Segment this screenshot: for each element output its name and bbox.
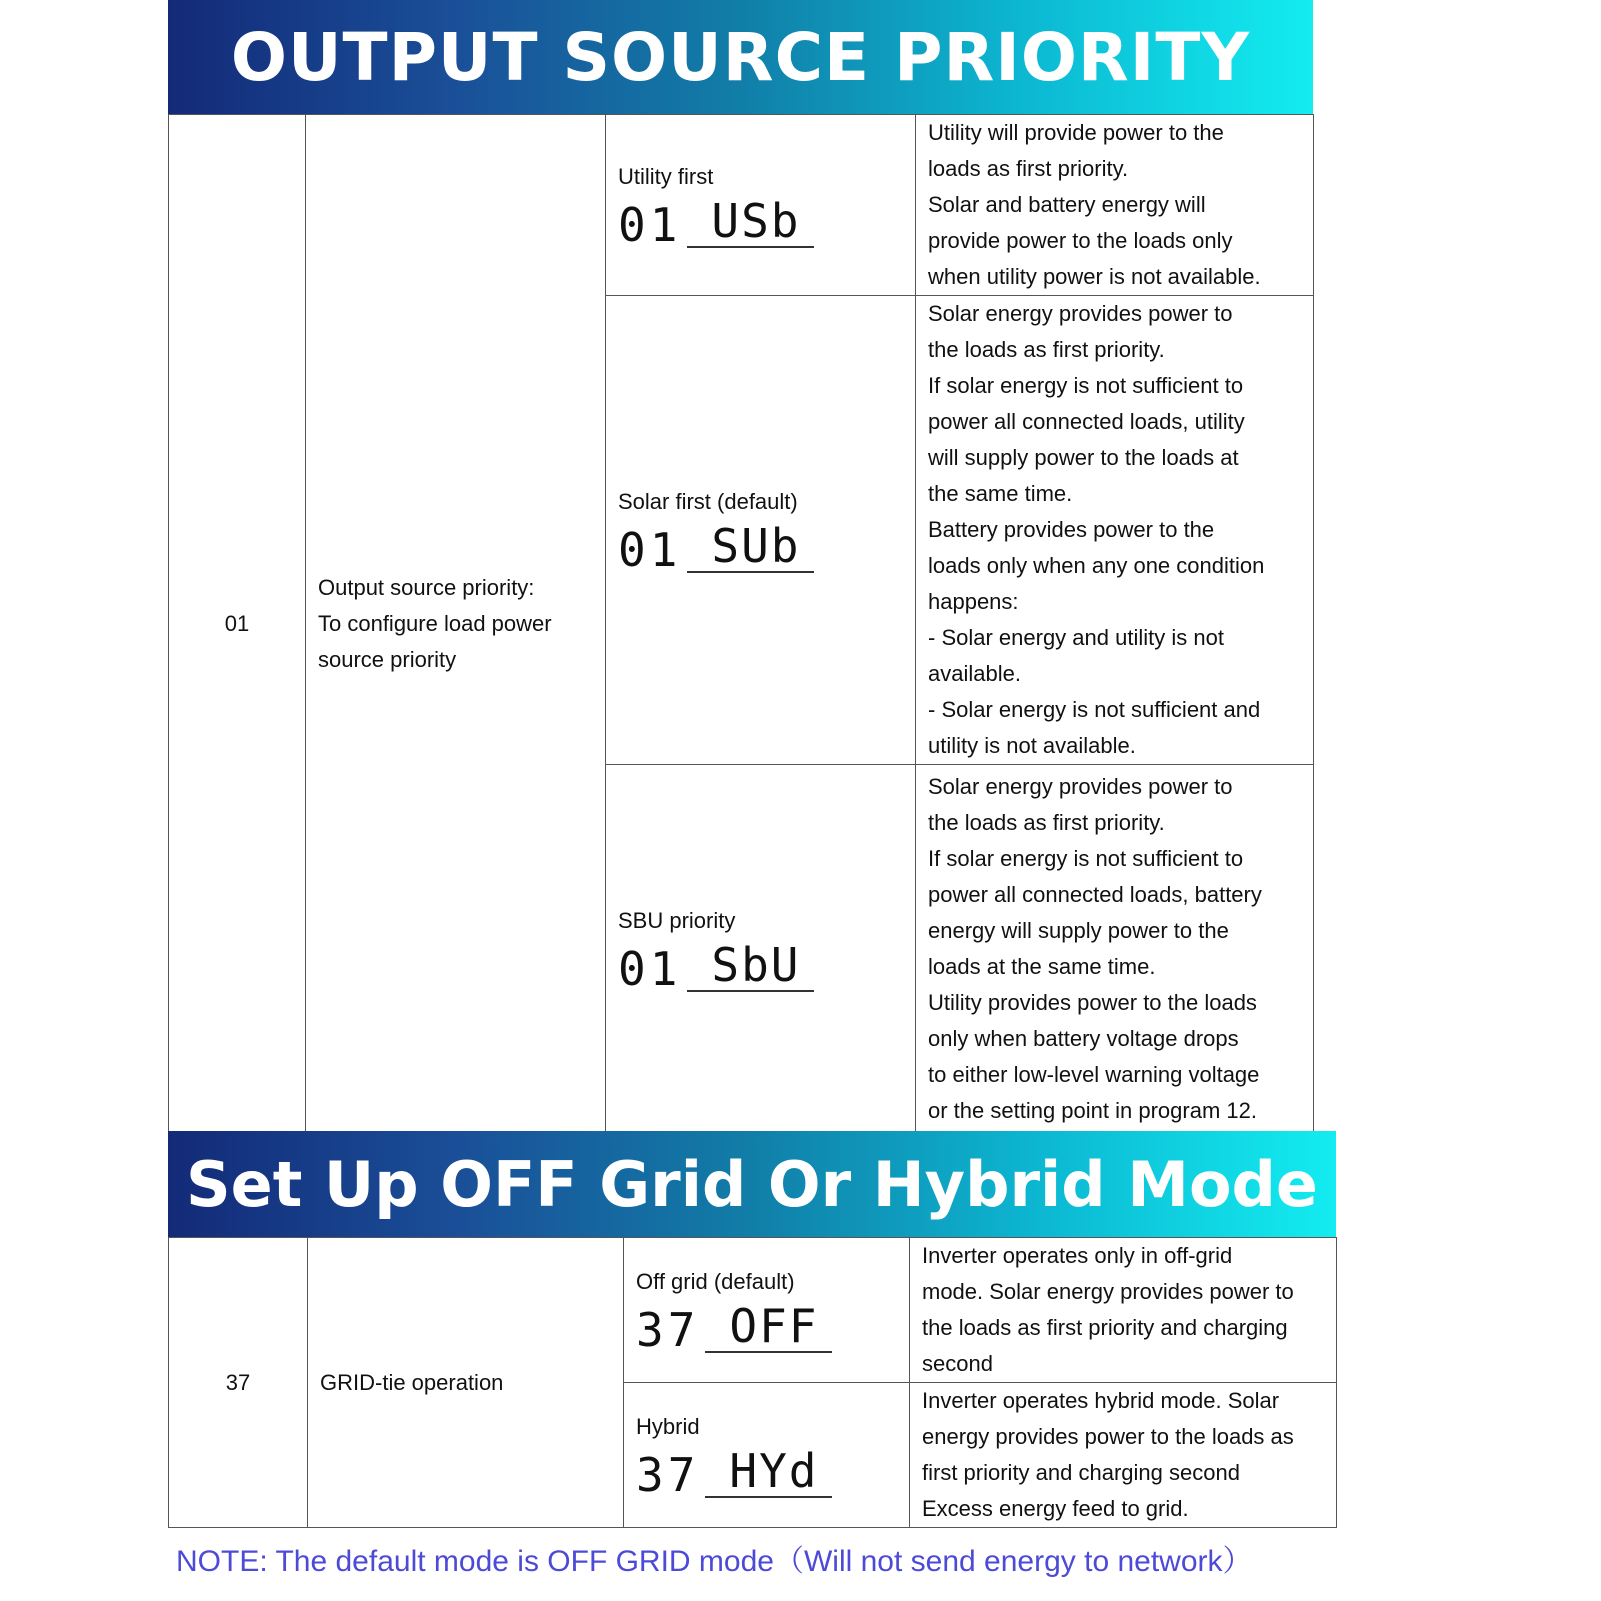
option-setting <box>624 1383 910 1528</box>
program-37-table <box>168 1237 1337 1528</box>
option-label: Off grid (default) <box>636 1269 795 1294</box>
lcd-program-code: 37 <box>636 1303 700 1357</box>
explanation-line: when utility power is not available. <box>928 264 1261 289</box>
program-number: 37 <box>169 1238 308 1528</box>
explanation-line: Solar energy provides power to <box>928 774 1233 799</box>
explanation-line: Solar and battery energy will <box>928 192 1206 217</box>
option-label: Solar first (default) <box>618 489 798 514</box>
lcd-display <box>618 194 915 252</box>
explanation-line: first priority and charging second <box>922 1460 1240 1485</box>
lcd-display <box>618 938 915 996</box>
explanation-line: Utility will provide power to the <box>928 120 1224 145</box>
lcd-program-code: 01 <box>618 198 682 252</box>
default-mode-note: NOTE: The default mode is OFF GRID mode（Will not send energy to network） <box>176 1545 1253 1578</box>
option-setting <box>606 765 916 1134</box>
output-source-priority-banner <box>168 0 1313 114</box>
explanation-line: loads only when any one condition <box>928 553 1265 578</box>
option-label: SBU priority <box>618 908 736 933</box>
explanation-line: Utility provides power to the loads <box>928 990 1257 1015</box>
description-line: To configure load power <box>318 611 552 636</box>
explanation-line: will supply power to the loads at <box>928 445 1239 470</box>
option-row-off-grid <box>169 1238 1337 1383</box>
program-description: GRID-tie operation <box>308 1238 624 1528</box>
explanation-line: utility is not available. <box>928 733 1136 758</box>
option-setting <box>606 296 916 765</box>
option-row-utility-first <box>169 115 1314 296</box>
explanation-line: the loads as first priority. <box>928 810 1165 835</box>
explanation-line: Solar energy provides power to <box>928 301 1233 326</box>
option-label: Hybrid <box>636 1414 700 1439</box>
lcd-setting-value: SUb <box>687 523 814 573</box>
explanation-line: - Solar energy is not sufficient and <box>928 697 1261 722</box>
explanation-line: to either low-level warning voltage <box>928 1062 1260 1087</box>
lcd-program-code: 01 <box>618 523 682 577</box>
explanation-line: provide power to the loads only <box>928 228 1233 253</box>
lcd-display <box>636 1444 909 1502</box>
lcd-program-code: 01 <box>618 942 682 996</box>
explanation-line: only when battery voltage drops <box>928 1026 1239 1051</box>
lcd-setting-value: USb <box>687 198 814 248</box>
description-line: Output source priority: <box>318 575 535 600</box>
grid-mode-banner <box>168 1131 1336 1237</box>
explanation-line: available. <box>928 661 1021 686</box>
explanation-line: the loads as first priority and charging <box>922 1315 1288 1340</box>
lcd-program-code: 37 <box>636 1448 700 1502</box>
lcd-setting-value: OFF <box>705 1303 832 1353</box>
explanation-line: If solar energy is not sufficient to <box>928 373 1244 398</box>
explanation-line: second <box>922 1351 993 1376</box>
banner-title: OUTPUT SOURCE PRIORITY <box>230 18 1251 96</box>
explanation-line: Excess energy feed to grid. <box>922 1496 1189 1521</box>
explanation-line: power all connected loads, utility <box>928 409 1245 434</box>
program-01-table <box>168 114 1314 1134</box>
option-explanation <box>916 115 1314 296</box>
explanation-line: energy provides power to the loads as <box>922 1424 1294 1449</box>
option-setting <box>606 115 916 296</box>
explanation-line: the same time. <box>928 481 1073 506</box>
program-number: 01 <box>169 115 306 1134</box>
option-explanation <box>916 765 1314 1134</box>
explanation-line: loads at the same time. <box>928 954 1156 979</box>
explanation-line: Inverter operates only in off-grid <box>922 1243 1233 1268</box>
explanation-line: the loads as first priority. <box>928 337 1165 362</box>
explanation-line: Inverter operates hybrid mode. Solar <box>922 1388 1280 1413</box>
option-explanation <box>916 296 1314 765</box>
description-line: source priority <box>318 647 457 672</box>
explanation-line: happens: <box>928 589 1019 614</box>
lcd-setting-value: SbU <box>687 942 814 992</box>
option-explanation <box>910 1383 1337 1528</box>
lcd-display <box>636 1299 909 1357</box>
lcd-display <box>618 519 915 577</box>
option-explanation <box>910 1238 1337 1383</box>
option-setting <box>624 1238 910 1383</box>
explanation-line: or the setting point in program 12. <box>928 1098 1257 1123</box>
banner-title: Set Up OFF Grid Or Hybrid Mode <box>186 1147 1318 1221</box>
explanation-line: power all connected loads, battery <box>928 882 1262 907</box>
explanation-line: energy will supply power to the <box>928 918 1229 943</box>
option-label: Utility first <box>618 164 714 189</box>
explanation-line: loads as first priority. <box>928 156 1129 181</box>
explanation-line: - Solar energy and utility is not <box>928 625 1224 650</box>
explanation-line: mode. Solar energy provides power to <box>922 1279 1294 1304</box>
explanation-line: Battery provides power to the <box>928 517 1215 542</box>
explanation-line: If solar energy is not sufficient to <box>928 846 1244 871</box>
program-description <box>306 115 606 1134</box>
lcd-setting-value: HYd <box>705 1448 832 1498</box>
